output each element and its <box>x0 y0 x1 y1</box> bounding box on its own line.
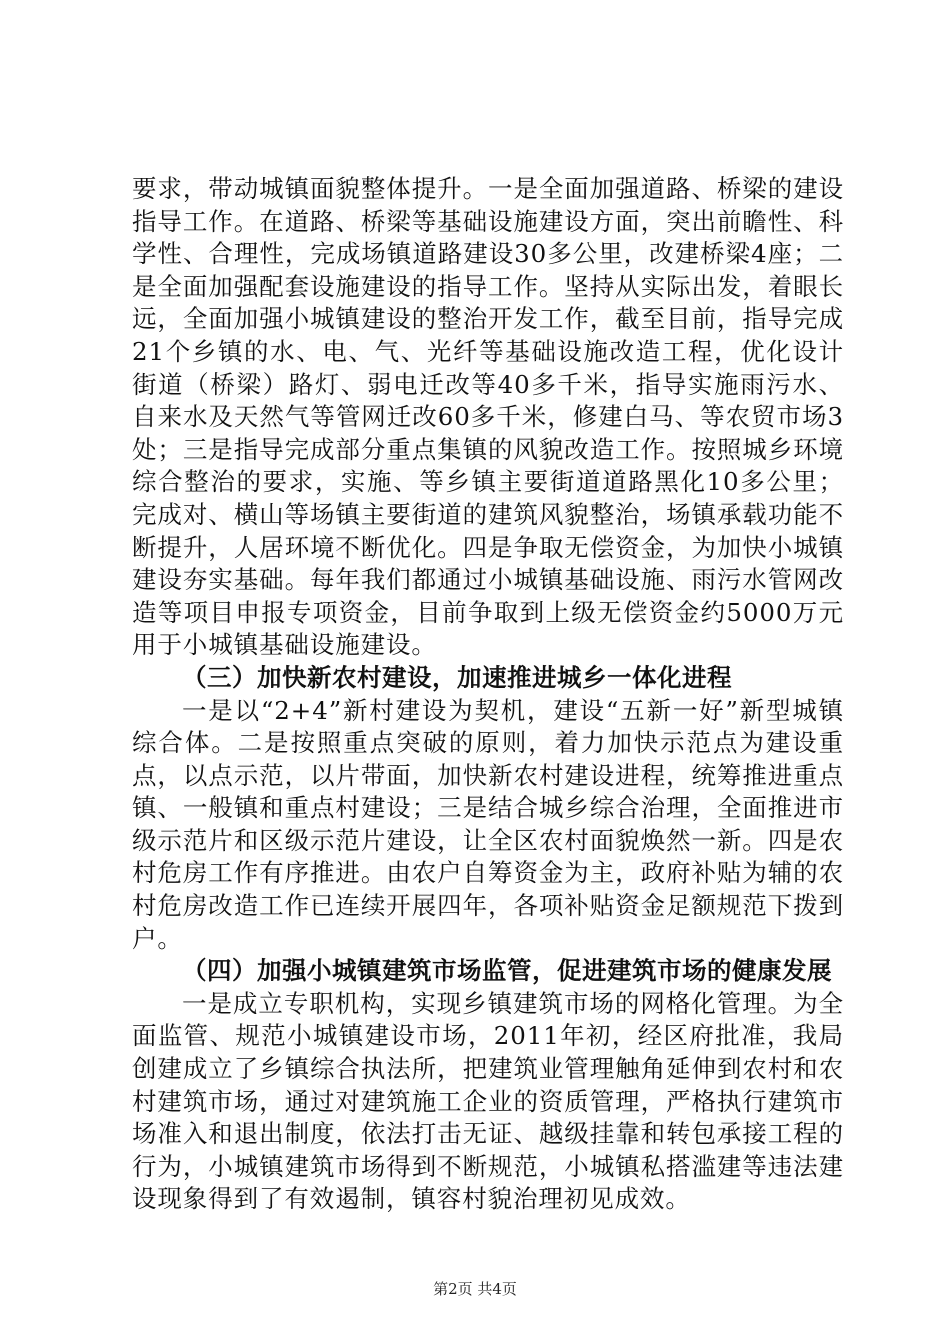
page-number-footer: 第2页 共4页 <box>433 1280 517 1298</box>
document-body <box>132 173 844 1216</box>
body-paragraph-3: 一是成立专职机构，实现乡镇建筑市场的网格化管理。为全面监管、规范小城镇建设市场，2011年初，经区府批准，我局创建成立了乡镇综合执法所，把建筑业管理触角延伸到农村和农村建筑市场，通过对建筑施工企业的资质管理，严格执行建筑市场准入和退出制度，依法打击无证、越级挂靠和转包承接工程的行为，小城镇建筑市场得到不断规范，小城镇私搭滥建等违法建设现象得到了有效遏制，镇容村貌治理初见成效。 <box>132 988 844 1214</box>
section-heading-4: （四）加强小城镇建筑市场监管，促进建筑市场的健康发展 <box>182 956 832 986</box>
body-paragraph-2: 一是以“2+4”新村建设为契机，建设“五新一好”新型城镇综合体。二是按照重点突破的原则，着力加快示范点为建设重点，以点示范，以片带面，加快新农村建设进程，统筹推进重点镇、一般镇和重点村建设；三是结合城乡综合治理，全面推进市级示范片和区级示范片建设，让全区农村面貌焕然一新。四是农村危房工作有序推进。由农户自筹资金为主，政府补贴为辅的农村危房改造工作已连续开展四年，各项补贴资金足额规范下拨到户。 <box>132 695 844 953</box>
section-heading-3: （三）加快新农村建设，加速推进城乡一体化进程 <box>182 662 732 692</box>
body-paragraph-1: 要求，带动城镇面貌整体提升。一是全面加强道路、桥梁的建设指导工作。在道路、桥梁等基础设施建设方面，突出前瞻性、科学性、合理性，完成场镇道路建设30多公里，改建桥梁4座；二是全面加强配套设施建设的指导工作。坚持从实际出发，着眼长远，全面加强小城镇建设的整治开发工作，截至目前，指导完成21个乡镇的水、电、气、光纤等基础设施改造工程，优化设计街道（桥梁）路灯、弱电迁改等40多千米，指导实施雨污水、自来水及天然气等管网迁改60多千米，修建白马、等农贸市场3处；三是指导完成部分重点集镇的风貌改造工作。按照城乡环境综合整治的要求，实施、等乡镇主要街道道路黑化10多公里；完成对、横山等场镇主要街道的建筑风貌整治，场镇承载功能不断提升，人居环境不断优化。四是争取无偿资金，为加快小城镇建设夯实基础。每年我们都通过小城镇基础设施、雨污水管网改造等项目申报专项资金，目前争取到上级无偿资金约5000万元用于小城镇基础设施建设。 <box>132 174 844 660</box>
